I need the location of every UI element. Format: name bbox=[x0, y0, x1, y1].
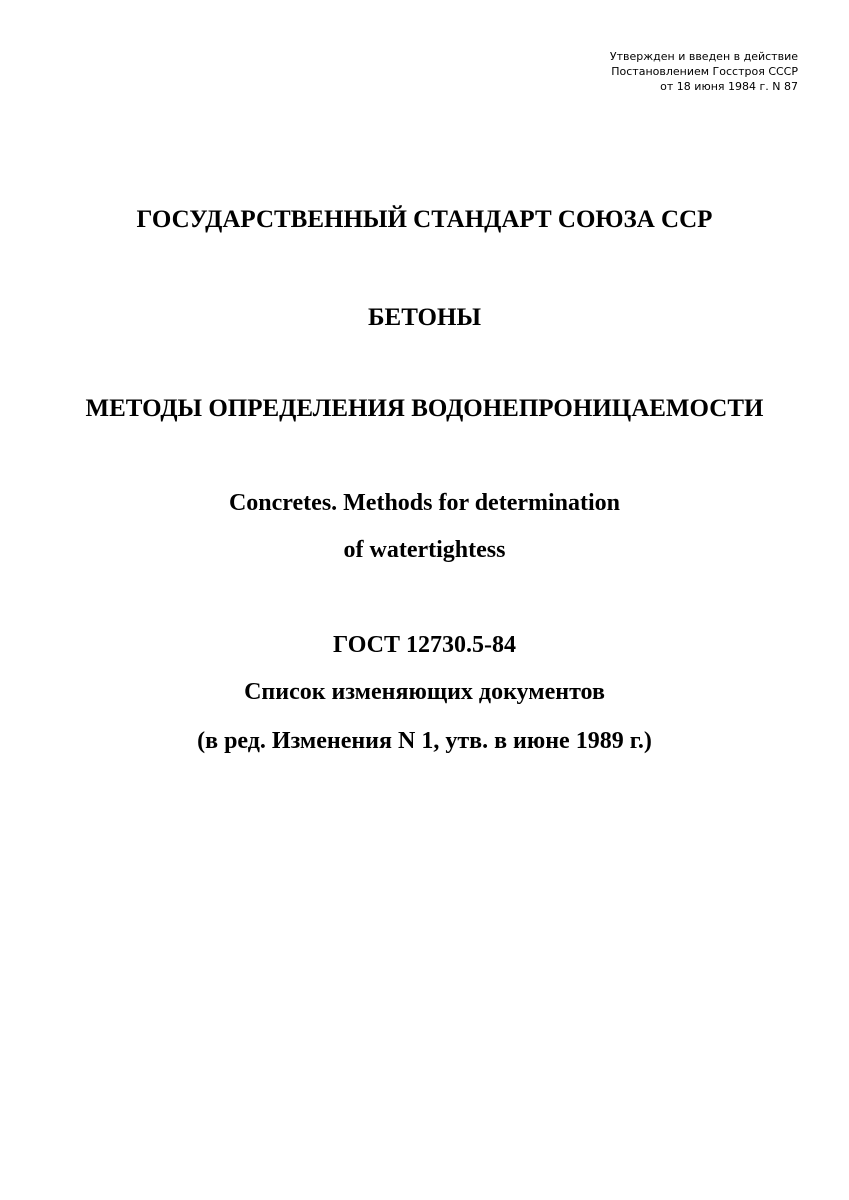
document-name: БЕТОНЫ bbox=[368, 304, 481, 331]
approval-line: Постановлением Госстроя СССР bbox=[611, 65, 798, 78]
english-title-line2: of watertightess bbox=[343, 537, 506, 563]
english-title-line1: Concretes. Methods for determination bbox=[228, 490, 621, 516]
gost-number: ГОСТ 12730.5-84 bbox=[333, 632, 516, 658]
approval-line: от 18 июня 1984 г. N 87 bbox=[660, 80, 798, 93]
changes-heading: Список изменяющих документов bbox=[244, 679, 605, 705]
approval-line: Утвержден и введен в действие bbox=[609, 50, 798, 63]
approval-block bbox=[610, 49, 798, 94]
document-subtitle: МЕТОДЫ ОПРЕДЕЛЕНИЯ ВОДОНЕПРОНИЦАЕМОСТИ bbox=[85, 395, 764, 422]
standard-title: ГОСУДАРСТВЕННЫЙ СТАНДАРТ СОЮЗА ССР bbox=[136, 206, 713, 233]
changes-note: (в ред. Изменения N 1, утв. в июне 1989 г.) bbox=[197, 728, 652, 754]
